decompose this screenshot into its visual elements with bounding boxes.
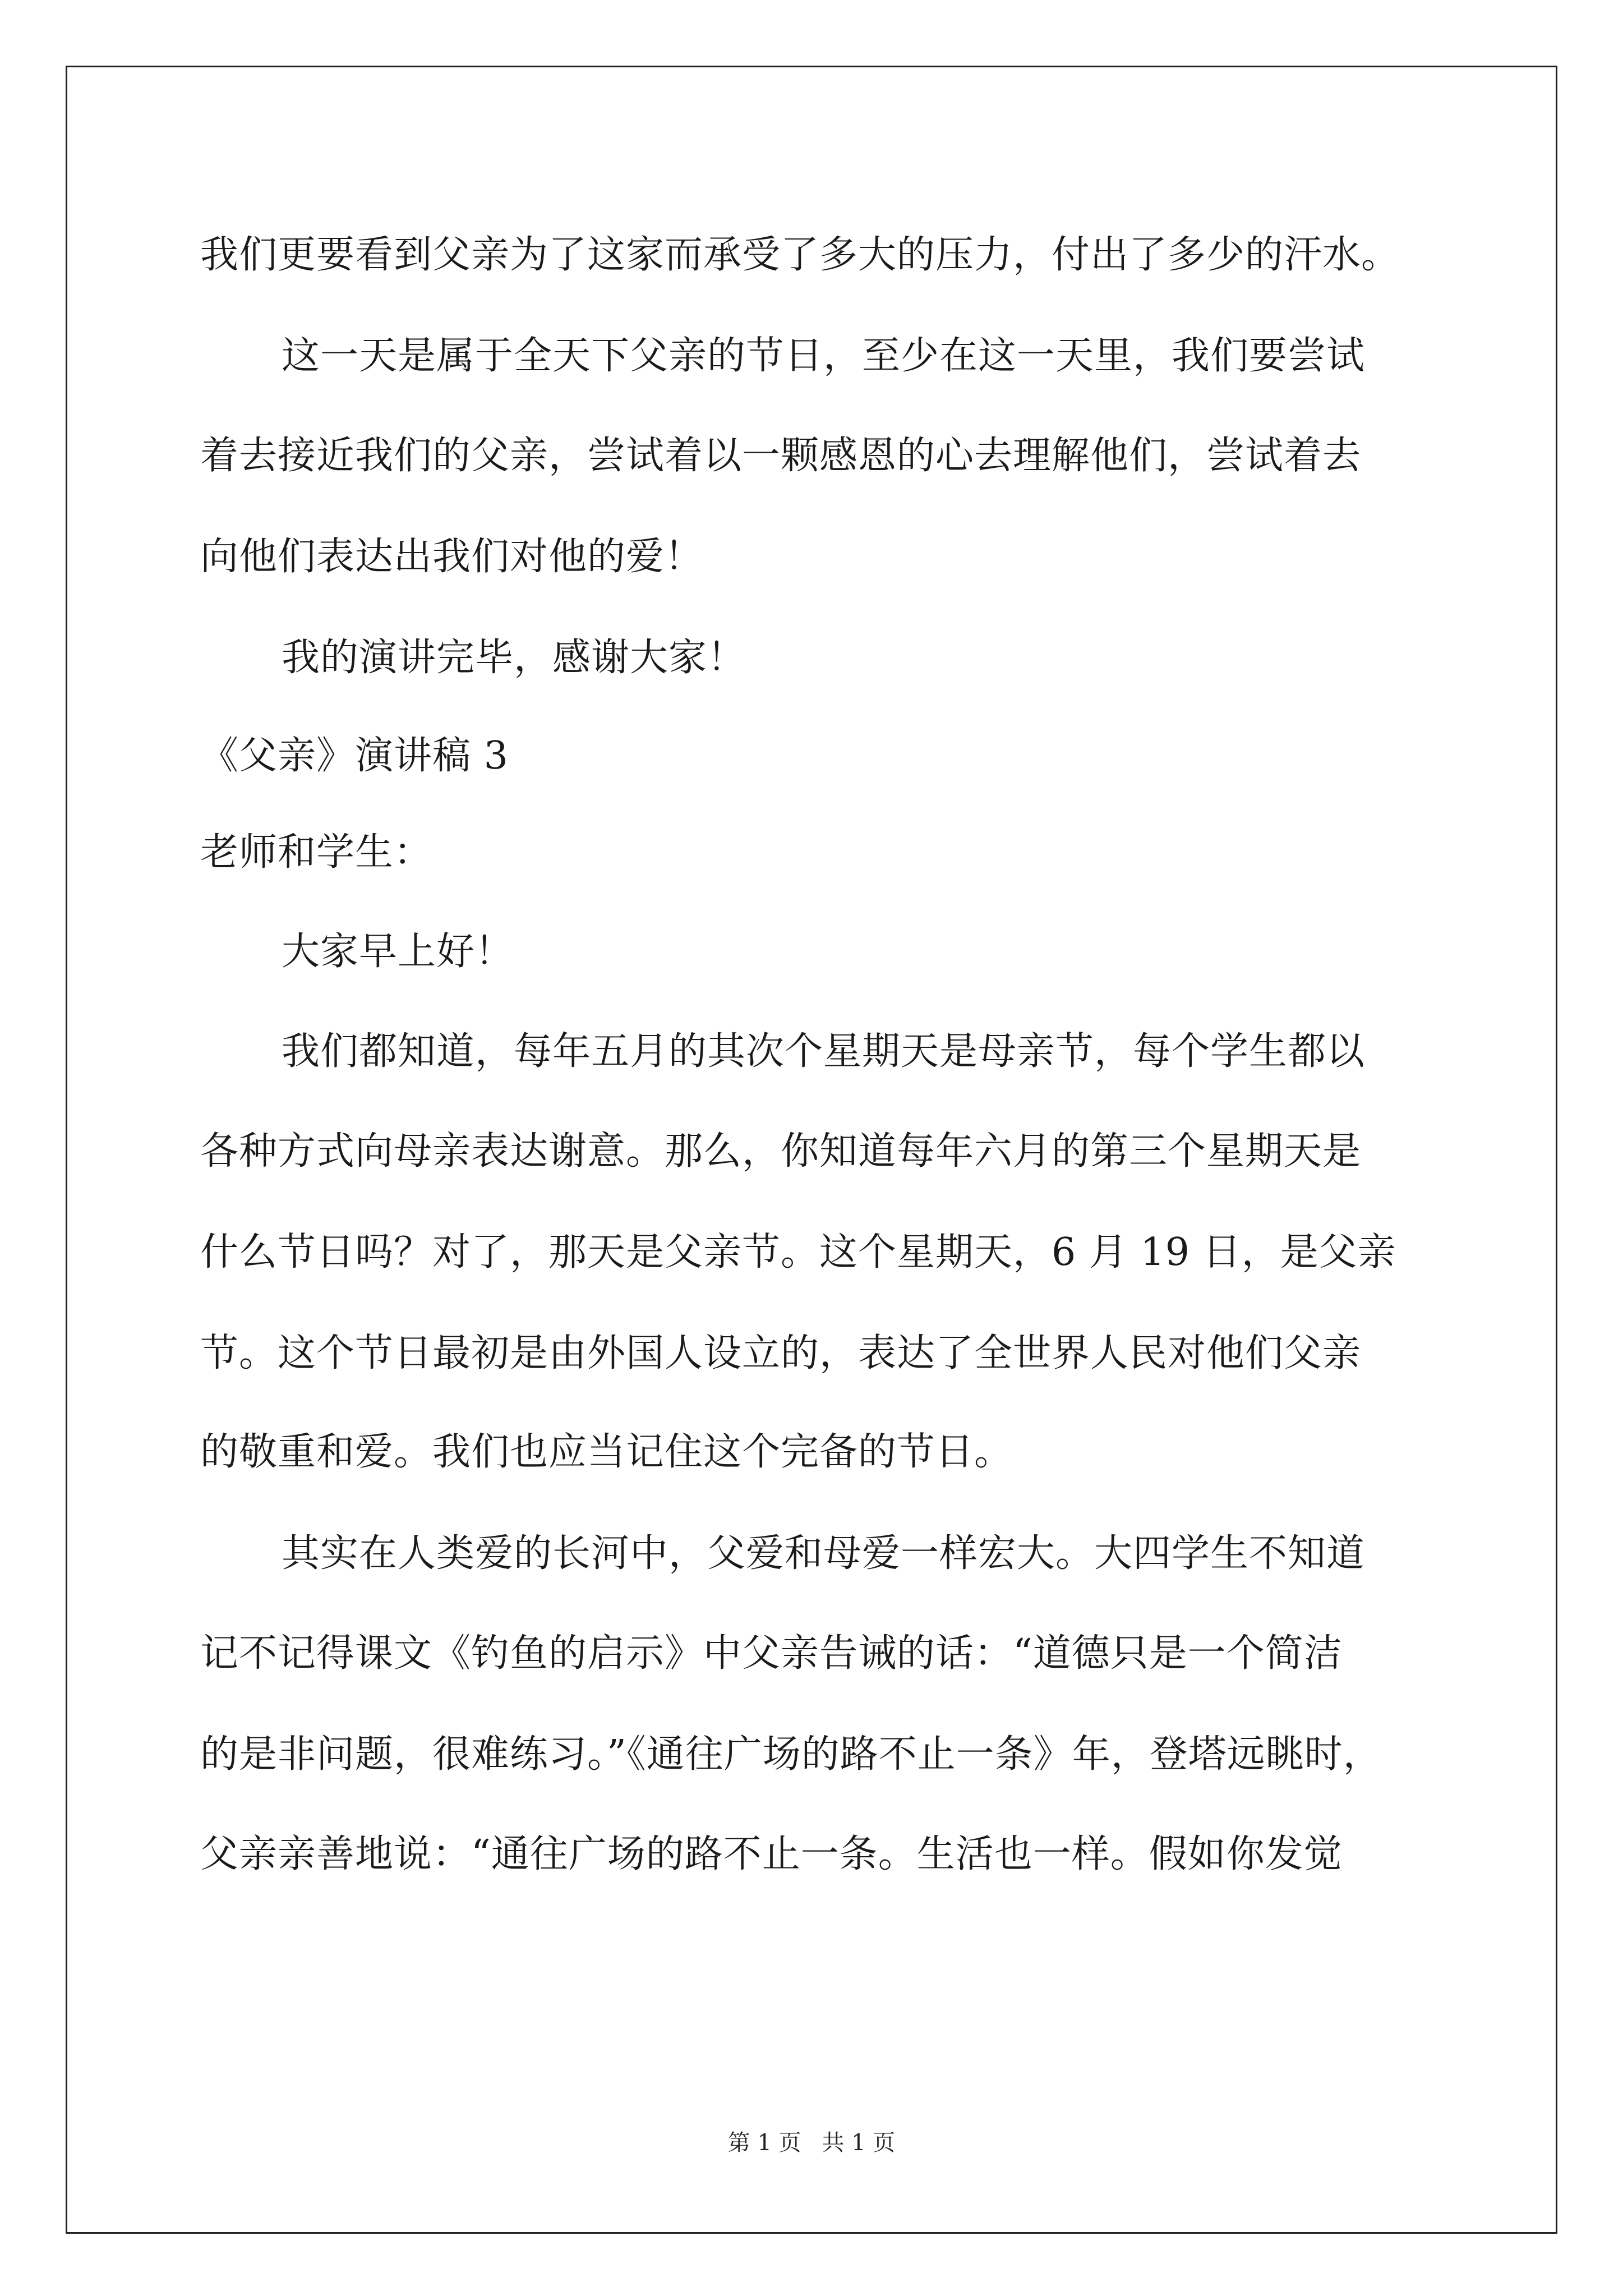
- salutation: 老师和学生：: [200, 830, 433, 875]
- greeting: 大家早上好！: [282, 930, 514, 974]
- page-number: 第 1 页: [727, 2130, 801, 2156]
- paragraph-line: 各种方式向母亲表达谢意。那么，你知道每年六月的第三个星期天是: [200, 1129, 1362, 1174]
- paragraph-line: 其实在人类爱的长河中，父爱和母爱一样宏大。大四学生不知道: [282, 1531, 1366, 1576]
- paragraph-line: 父亲亲善地说：“通往广场的路不止一条。生活也一样。假如你发觉: [200, 1832, 1343, 1876]
- paragraph-line: 着去接近我们的父亲，尝试着以一颗感恩的心去理解他们，尝试着去: [200, 434, 1362, 478]
- paragraph-line: 我们更要看到父亲为了这家而承受了多大的压力，付出了多少的汗水。: [200, 233, 1400, 277]
- page-total: 共 1 页: [822, 2130, 896, 2156]
- paragraph-line: 什么节日吗？对了，那天是父亲节。这个星期天，6 月 19 日，是父亲: [200, 1230, 1396, 1274]
- paragraph-line: 节。这个节日最初是由外国人设立的，表达了全世界人民对他们父亲: [200, 1331, 1362, 1375]
- paragraph-line: 记不记得课文《钓鱼的启示》中父亲告诫的话：“道德只是一个简洁: [200, 1631, 1343, 1676]
- paragraph-line: 我的演讲完毕，感谢大家！: [282, 636, 746, 680]
- paragraph-line: 向他们表达出我们对他的爱！: [200, 535, 704, 579]
- paragraph-line: 的敬重和爱。我们也应当记住这个完备的节日。: [200, 1430, 1013, 1474]
- paragraph-line: 这一天是属于全天下父亲的节日，至少在这一天里，我们要尝试: [282, 334, 1366, 378]
- paragraph-line: 的是非问题，很难练习。”《通往广场的路不止一条》年，登塔远眺时，: [200, 1732, 1382, 1777]
- section-heading: 《父亲》演讲稿 3: [200, 734, 509, 778]
- paragraph-line: 我们都知道，每年五月的其次个星期天是母亲节，每个学生都以: [282, 1029, 1366, 1074]
- page-footer: [0, 2129, 1623, 2157]
